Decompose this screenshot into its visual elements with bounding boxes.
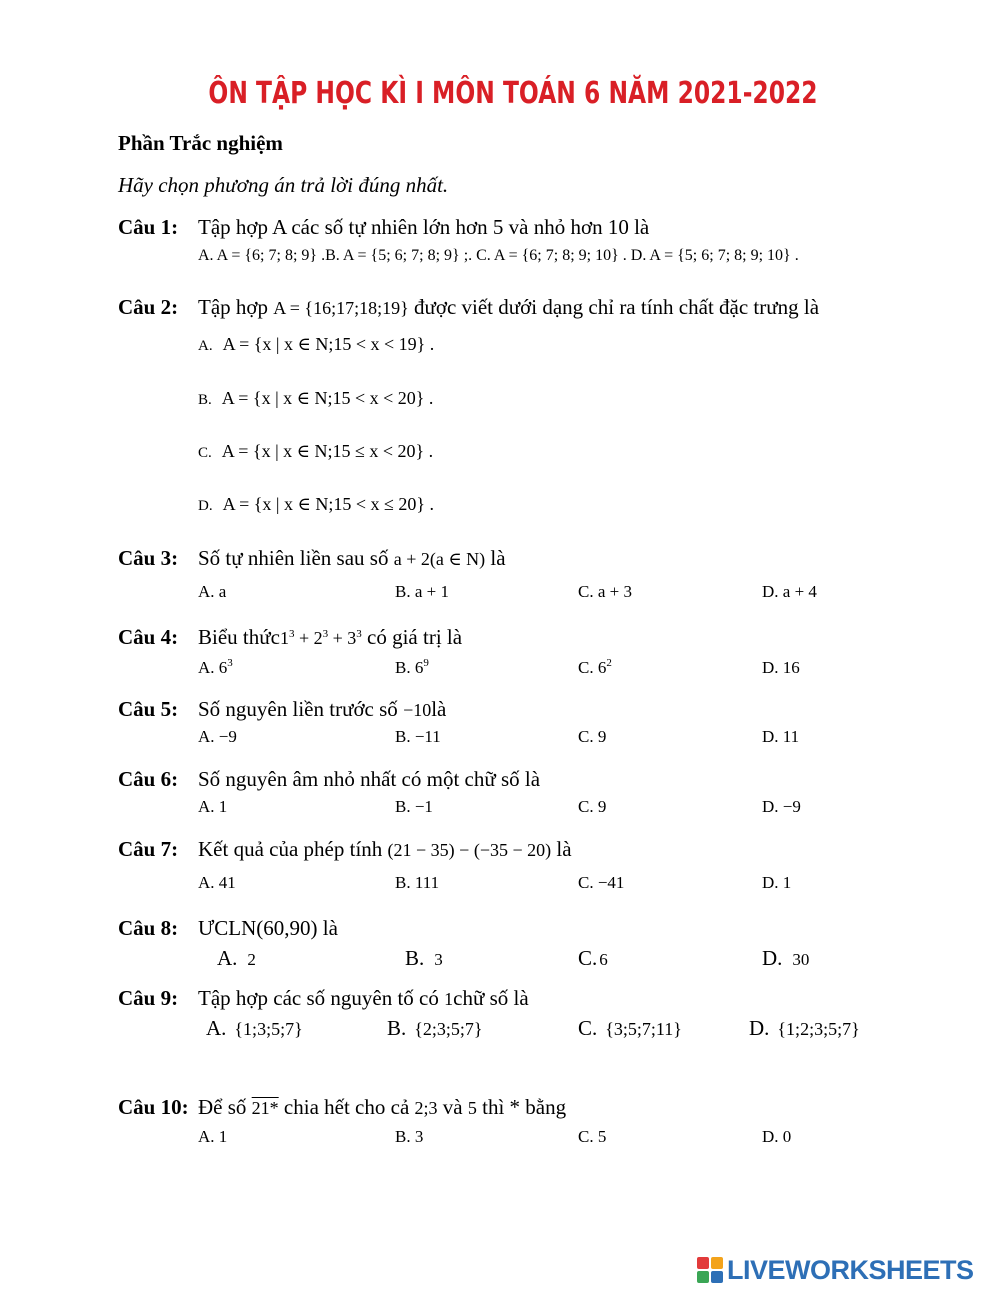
- question-text-after: là: [431, 697, 447, 721]
- question-6-option-b[interactable]: B. −1: [395, 797, 433, 816]
- option-expression: A = {x | x ∈ N;15 < x ≤ 20} .: [222, 494, 434, 514]
- question-5-label: Câu 5:: [118, 697, 179, 721]
- question-expression: 1: [444, 989, 454, 1009]
- option-expression: A = {x | x ∈ N;15 ≤ x < 20} .: [221, 441, 434, 461]
- question-2-set: A = {16;17;18;19}: [273, 298, 409, 318]
- instruction-text: Hãy chọn phương án trả lời đúng nhất.: [118, 173, 449, 197]
- question-4-option-b[interactable]: B. $6^9$: [395, 657, 429, 677]
- question-4-option-c[interactable]: C. $6^2$: [578, 657, 612, 677]
- question-7-option-c[interactable]: C. −41: [578, 873, 625, 892]
- option-expression: A = {x | x ∈ N;15 < x < 19} .: [222, 334, 435, 354]
- question-1-options: A. A = {6; 7; 8; 9} .B. A = {5; 6; 7; 8; 9} ;. C. A = {6; 7; 8; 9; 10} . D. A = {5; 6; 7; 8; 9; 10} .: [198, 247, 799, 264]
- question-text-before: Biểu thức: [198, 625, 280, 649]
- logo-text: LIVEWORKSHEETS: [727, 1254, 974, 1285]
- question-1-label: Câu 1:: [118, 215, 179, 239]
- page-title: ÔN TẬP HỌC KÌ I MÔN TOÁN 6 NĂM 2021-2022: [208, 76, 818, 111]
- logo-square: [697, 1271, 709, 1283]
- question-6-option-d[interactable]: D. −9: [762, 797, 801, 816]
- logo-square: [711, 1271, 723, 1283]
- question-2-text-before: Tập hợp: [198, 295, 269, 319]
- question-2-option-c[interactable]: [198, 441, 433, 462]
- question-9-option-a[interactable]: A. {1;3;5;7}: [206, 1016, 303, 1040]
- question-text-after: chữ số là: [453, 986, 529, 1010]
- question-9-option-c[interactable]: C. {3;5;7;11}: [578, 1016, 682, 1040]
- option-letter: C.: [198, 445, 212, 461]
- option-letter: A.: [198, 338, 213, 354]
- question-expression: a + 2(a ∈ N): [393, 549, 486, 569]
- question-9-label: Câu 9:: [118, 986, 179, 1010]
- question-6-text: Số nguyên âm nhỏ nhất có một chữ số là: [198, 767, 541, 791]
- liveworksheets-logo[interactable]: [697, 1253, 997, 1287]
- question-10-divisors: 2;3: [414, 1098, 438, 1118]
- question-text-before: Số tự nhiên liền sau số: [198, 546, 389, 570]
- question-6-label: Câu 6:: [118, 767, 179, 791]
- question-text-after: là: [556, 837, 572, 861]
- question-7-label: Câu 7:: [118, 837, 179, 861]
- question-2-label: Câu 2:: [118, 295, 179, 319]
- question-3-option-d[interactable]: D. a + 4: [762, 582, 817, 601]
- question-3-option-a[interactable]: A. a: [198, 582, 227, 601]
- question-5-option-b[interactable]: B. −11: [395, 727, 441, 746]
- question-6-option-c[interactable]: C. 9: [578, 797, 607, 816]
- question-text-after: thì * bằng: [482, 1095, 567, 1119]
- question-2-option-a[interactable]: [198, 334, 434, 355]
- question-4-text: [198, 625, 462, 650]
- question-10-option-c[interactable]: C. 5: [578, 1127, 607, 1146]
- logo-icon: [697, 1257, 723, 1283]
- question-2-text: [198, 295, 819, 320]
- question-3-label: Câu 3:: [118, 546, 179, 570]
- question-8-text: ƯCLN(60,90) là: [198, 916, 338, 940]
- question-10-option-b[interactable]: B. 3: [395, 1127, 424, 1146]
- question-text-middle: chia hết cho cả: [283, 1095, 410, 1119]
- question-10-label: Câu 10:: [118, 1095, 189, 1119]
- question-3-text: [198, 546, 506, 571]
- question-9-text: [198, 986, 529, 1011]
- question-5-option-c[interactable]: C. 9: [578, 727, 607, 746]
- question-5-option-d[interactable]: D. 11: [762, 727, 800, 746]
- question-7-option-b[interactable]: B. 111: [395, 873, 440, 892]
- question-10-five: 5: [467, 1098, 477, 1118]
- question-4-label: Câu 4:: [118, 625, 179, 649]
- question-6-option-a[interactable]: A. 1: [198, 797, 228, 816]
- question-text-before: Số nguyên liền trước số: [198, 697, 398, 721]
- question-text-before: Kết quả của phép tính: [198, 837, 383, 861]
- question-10-text: [198, 1095, 566, 1120]
- question-7-option-a[interactable]: A. 41: [198, 873, 236, 892]
- option-expression: A = {x | x ∈ N;15 < x < 20} .: [221, 388, 434, 408]
- question-1-text: Tập hợp A các số tự nhiên lớn hơn 5 và nhỏ hơn 10 là: [198, 215, 650, 239]
- question-9-option-d[interactable]: D. {1;2;3;5;7}: [749, 1016, 860, 1040]
- question-text-and: và: [442, 1095, 463, 1119]
- question-8-option-b[interactable]: B. 3: [405, 946, 443, 970]
- logo-square: [697, 1257, 709, 1269]
- question-8-label: Câu 8:: [118, 916, 179, 940]
- section-title: Phần Trắc nghiệm: [118, 131, 283, 155]
- question-text-before: Tập hợp các số nguyên tố có: [198, 986, 439, 1010]
- question-text-before: Để số: [198, 1095, 247, 1119]
- question-expression: (21 − 35) − (−35 − 20): [387, 840, 552, 860]
- question-8-option-a[interactable]: A. 2: [217, 946, 256, 970]
- question-2-option-b[interactable]: [198, 388, 433, 409]
- question-expression: −10: [403, 700, 432, 720]
- question-8-option-d[interactable]: D. 30: [762, 946, 810, 970]
- question-8-option-c[interactable]: C. 6: [578, 946, 608, 970]
- question-3-option-c[interactable]: C. a + 3: [578, 582, 632, 601]
- question-10-option-d[interactable]: D. 0: [762, 1127, 792, 1146]
- question-5-option-a[interactable]: A. −9: [198, 727, 237, 746]
- question-3-option-b[interactable]: B. a + 1: [395, 582, 449, 601]
- question-text-after: có giá trị là: [367, 625, 463, 649]
- question-9-option-b[interactable]: B. {2;3;5;7}: [387, 1016, 483, 1040]
- question-10-option-a[interactable]: A. 1: [198, 1127, 228, 1146]
- question-10-number: 21*: [251, 1098, 279, 1118]
- question-7-text: [198, 837, 572, 862]
- question-2-option-d[interactable]: [198, 494, 434, 515]
- question-7-option-d[interactable]: D. 1: [762, 873, 792, 892]
- option-letter: D.: [198, 498, 213, 514]
- question-2-text-after: được viết dưới dạng chỉ ra tính chất đặc trưng là: [413, 295, 820, 319]
- logo-square: [711, 1257, 723, 1269]
- question-4-option-a[interactable]: A. $6^3$: [198, 657, 233, 677]
- option-letter: B.: [198, 392, 212, 408]
- question-4-option-d[interactable]: D. 16: [762, 658, 800, 677]
- question-text-after: là: [490, 546, 506, 570]
- question-4-expression: $1^3 + 2^3 + 3^3$: [279, 628, 362, 648]
- question-5-text: [198, 697, 446, 722]
